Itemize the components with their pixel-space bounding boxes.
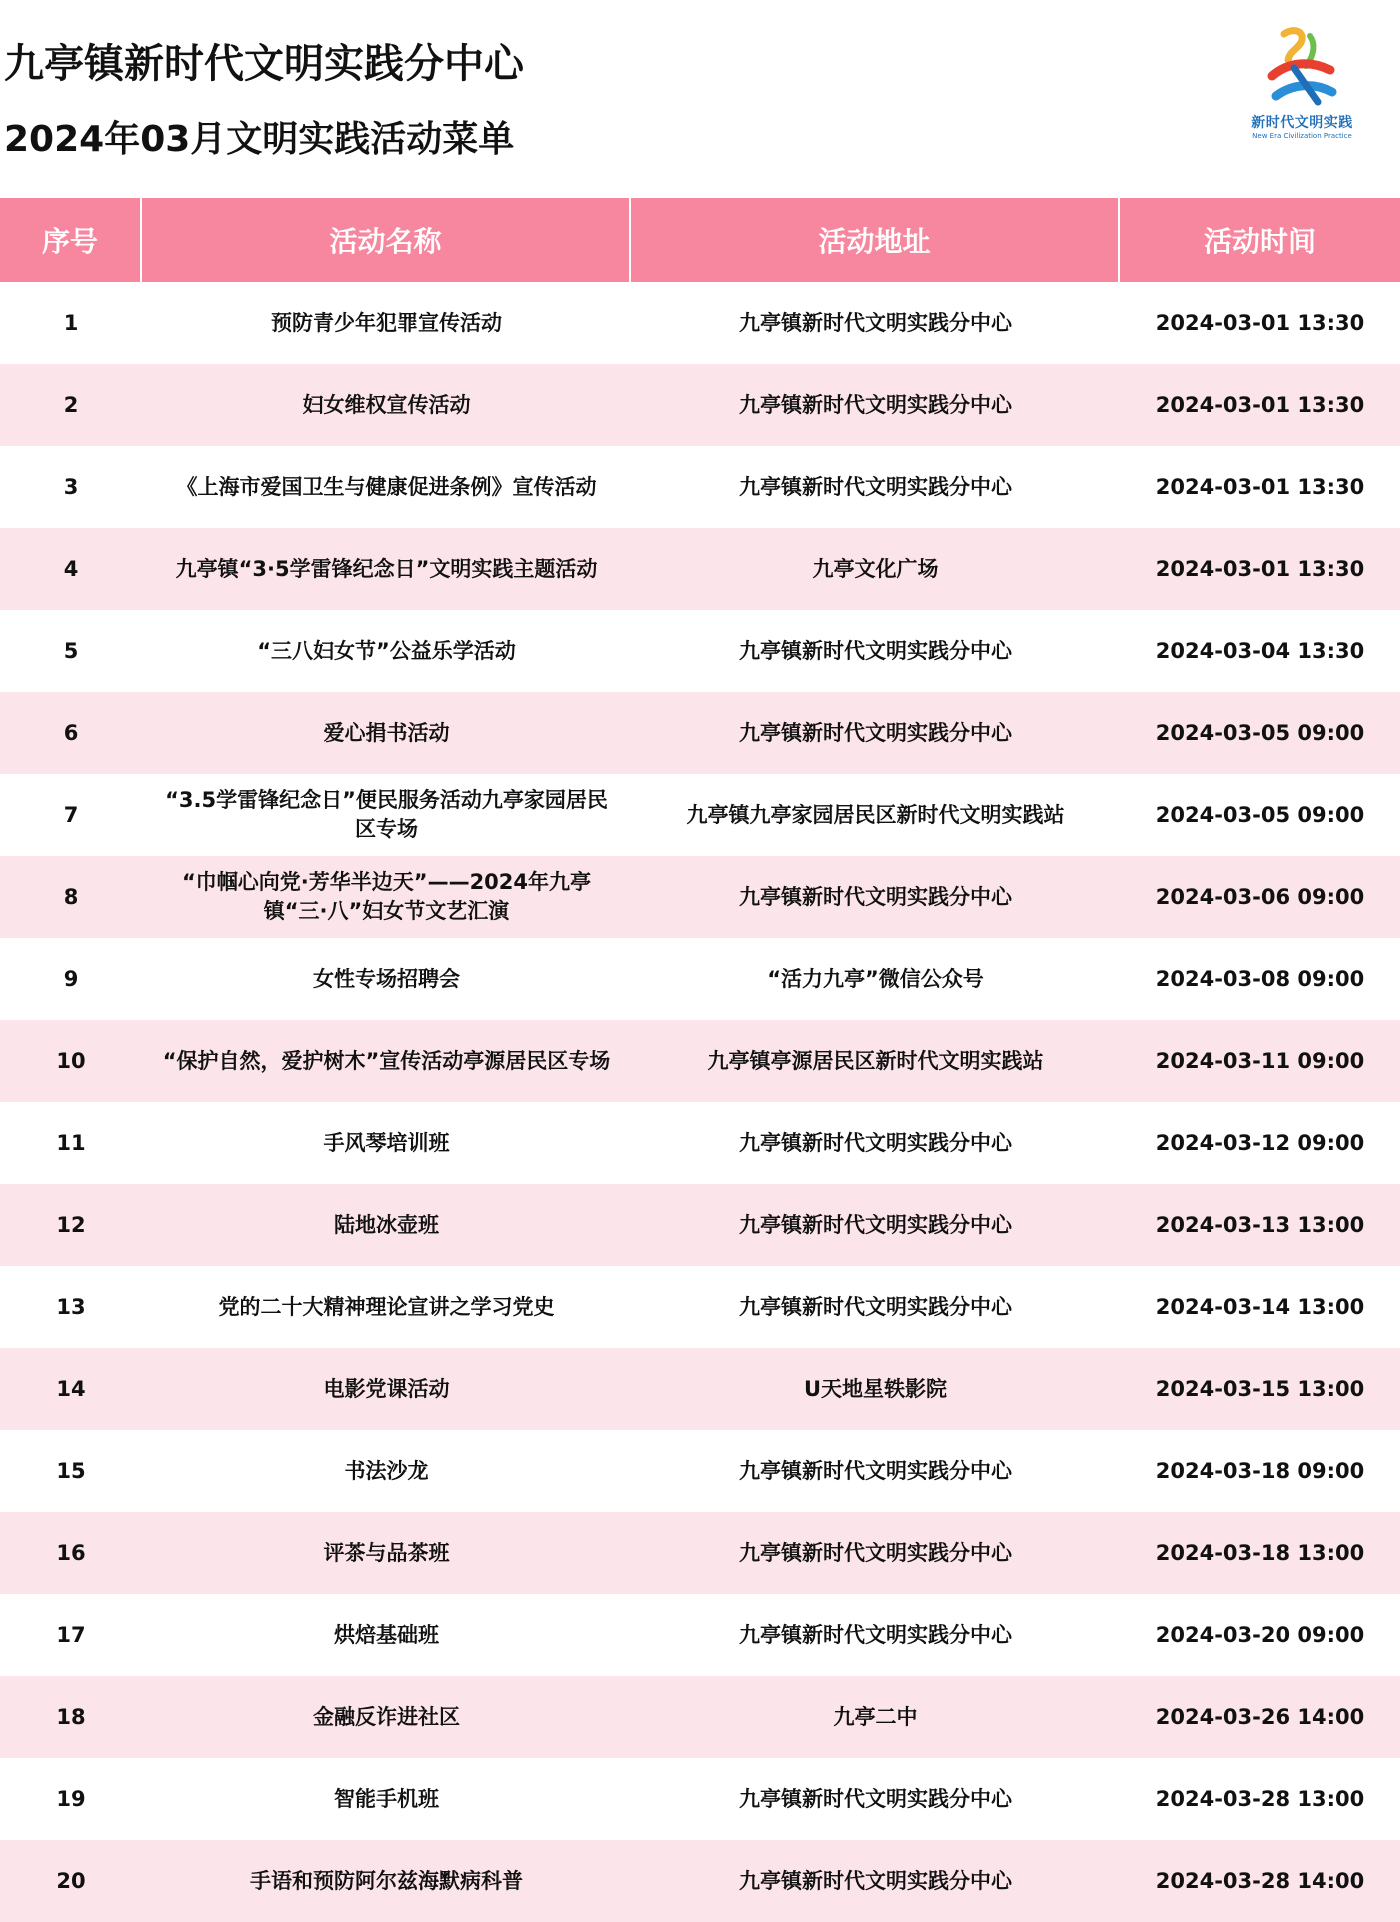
cell-activity-name: 手语和预防阿尔兹海默病科普 [250,1868,523,1893]
cell-activity-time: 2024-03-18 09:00 [1155,1458,1365,1483]
cell-activity-place: 九亭镇新时代文明实践分中心 [739,638,1012,663]
page-header [0,0,1400,200]
cell-activity-time: 2024-03-01 13:30 [1155,392,1365,417]
cell-activity-time: 2024-03-26 14:00 [1155,1704,1365,1729]
cell-no: 19 [56,1786,86,1811]
table-row [0,282,1400,364]
cell-activity-name: 爱心捐书活动 [323,720,450,745]
table-body [0,282,1400,1922]
cell-activity-time: 2024-03-14 13:00 [1155,1294,1365,1319]
table-row [0,446,1400,528]
activity-table [0,198,1400,1922]
cell-activity-place: 九亭镇新时代文明实践分中心 [739,1868,1012,1893]
table-row [0,856,1400,938]
cell-no: 9 [63,966,79,991]
cell-no: 7 [63,802,79,827]
cell-no: 14 [56,1376,86,1401]
cell-activity-name: 陆地冰壶班 [334,1212,439,1237]
cell-activity-place: 九亭镇新时代文明实践分中心 [739,884,1012,909]
cell-activity-time: 2024-03-13 13:00 [1155,1212,1365,1237]
page-title: 九亭镇新时代文明实践分中心 [4,41,524,87]
cell-no: 13 [56,1294,86,1319]
cell-activity-name: 评茶与品茶班 [323,1540,450,1565]
cell-activity-time: 2024-03-01 13:30 [1155,556,1365,581]
logo-emblem-icon [1232,26,1372,112]
cell-activity-time: 2024-03-06 09:00 [1155,884,1365,909]
cell-activity-name: 金融反诈进社区 [313,1704,460,1729]
cell-activity-time: 2024-03-08 09:00 [1155,966,1365,991]
cell-no: 8 [63,884,79,909]
table-row [0,1184,1400,1266]
cell-activity-place: “活力九亭”微信公众号 [767,966,984,991]
table-header-row [0,198,1400,282]
table-row [0,364,1400,446]
cell-activity-place: 九亭镇新时代文明实践分中心 [739,1294,1012,1319]
cell-activity-name: 电影党课活动 [323,1376,450,1401]
cell-activity-name: 党的二十大精神理论宣讲之学习党史 [218,1294,555,1319]
cell-activity-name: 女性专场招聘会 [313,966,460,991]
cell-activity-name: 妇女维权宣传活动 [302,392,471,417]
cell-activity-time: 2024-03-12 09:00 [1155,1130,1365,1155]
cell-no: 18 [56,1704,86,1729]
cell-activity-name: 书法沙龙 [344,1458,429,1483]
table-row [0,1512,1400,1594]
column-header-name: 活动名称 [142,198,631,282]
cell-activity-time: 2024-03-01 13:30 [1155,474,1365,499]
cell-activity-name: 九亭镇“3·5学雷锋纪念日”文明实践主题活动 [175,556,598,581]
cell-activity-time: 2024-03-28 14:00 [1155,1868,1365,1893]
cell-no: 3 [63,474,79,499]
column-header-place: 活动地址 [631,198,1120,282]
table-row [0,528,1400,610]
table-row [0,1430,1400,1512]
logo-english-text: New Era Civilization Practice [1252,132,1352,140]
cell-activity-name: “巾帼心向党·芳华半边天”——2024年九亭镇“三·八”妇女节文艺汇演 [181,870,592,923]
cell-no: 5 [63,638,79,663]
cell-activity-name: 手风琴培训班 [323,1130,450,1155]
cell-activity-name: 烘焙基础班 [334,1622,439,1647]
cell-activity-place: U天地星轶影院 [803,1376,948,1401]
cell-activity-place: 九亭镇新时代文明实践分中心 [739,1540,1012,1565]
cell-no: 17 [56,1622,86,1647]
cell-activity-place: 九亭镇新时代文明实践分中心 [739,1786,1012,1811]
cell-activity-name: “保护自然，爱护树木”宣传活动亭源居民区专场 [162,1048,611,1073]
cell-no: 16 [56,1540,86,1565]
cell-no: 10 [56,1048,86,1073]
logo-chinese-text: 新时代文明实践 [1251,115,1353,131]
cell-activity-place: 九亭镇新时代文明实践分中心 [739,310,1012,335]
cell-activity-place: 九亭镇九亭家园居民区新时代文明实践站 [686,802,1065,827]
table-row [0,1840,1400,1922]
cell-activity-place: 九亭镇新时代文明实践分中心 [739,392,1012,417]
cell-no: 11 [56,1130,86,1155]
cell-activity-name: 智能手机班 [334,1786,439,1811]
cell-no: 12 [56,1212,86,1237]
table-row [0,1102,1400,1184]
cell-activity-place: 九亭镇亭源居民区新时代文明实践站 [707,1048,1044,1073]
cell-activity-name: 《上海市爱国卫生与健康促进条例》宣传活动 [176,474,597,499]
page-subtitle: 2024年03月文明实践活动菜单 [4,119,515,160]
cell-activity-time: 2024-03-18 13:00 [1155,1540,1365,1565]
table-row [0,610,1400,692]
cell-no: 15 [56,1458,86,1483]
cell-activity-time: 2024-03-05 09:00 [1155,802,1365,827]
cell-activity-time: 2024-03-15 13:00 [1155,1376,1365,1401]
cell-activity-place: 九亭文化广场 [812,556,939,581]
table-row [0,1594,1400,1676]
cell-activity-name: “3.5学雷锋纪念日”便民服务活动九亭家园居民区专场 [165,788,608,841]
cell-no: 20 [56,1868,86,1893]
cell-activity-place: 九亭镇新时代文明实践分中心 [739,1212,1012,1237]
table-row [0,1020,1400,1102]
cell-activity-place: 九亭镇新时代文明实践分中心 [739,1622,1012,1647]
cell-activity-place: 九亭镇新时代文明实践分中心 [739,1130,1012,1155]
new-era-civilization-logo [1232,26,1372,146]
cell-activity-name: 预防青少年犯罪宣传活动 [271,310,502,335]
cell-activity-place: 九亭镇新时代文明实践分中心 [739,474,1012,499]
cell-activity-place: 九亭镇新时代文明实践分中心 [739,1458,1012,1483]
cell-activity-place: 九亭二中 [833,1704,918,1729]
cell-no: 4 [63,556,79,581]
table-row [0,1676,1400,1758]
cell-no: 1 [63,310,79,335]
table-row [0,692,1400,774]
column-header-no: 序号 [0,198,142,282]
cell-activity-time: 2024-03-11 09:00 [1155,1048,1365,1073]
table-row [0,1758,1400,1840]
cell-activity-time: 2024-03-20 09:00 [1155,1622,1365,1647]
cell-no: 2 [63,392,79,417]
column-header-time: 活动时间 [1203,225,1316,258]
table-row [0,1266,1400,1348]
cell-activity-time: 2024-03-05 09:00 [1155,720,1365,745]
table-row [0,1348,1400,1430]
cell-activity-name: “三八妇女节”公益乐学活动 [257,638,516,663]
cell-no: 6 [63,720,79,745]
cell-activity-time: 2024-03-01 13:30 [1155,310,1365,335]
cell-activity-place: 九亭镇新时代文明实践分中心 [739,720,1012,745]
table-row [0,774,1400,856]
cell-activity-time: 2024-03-04 13:30 [1155,638,1365,663]
cell-activity-time: 2024-03-28 13:00 [1155,1786,1365,1811]
table-row [0,938,1400,1020]
